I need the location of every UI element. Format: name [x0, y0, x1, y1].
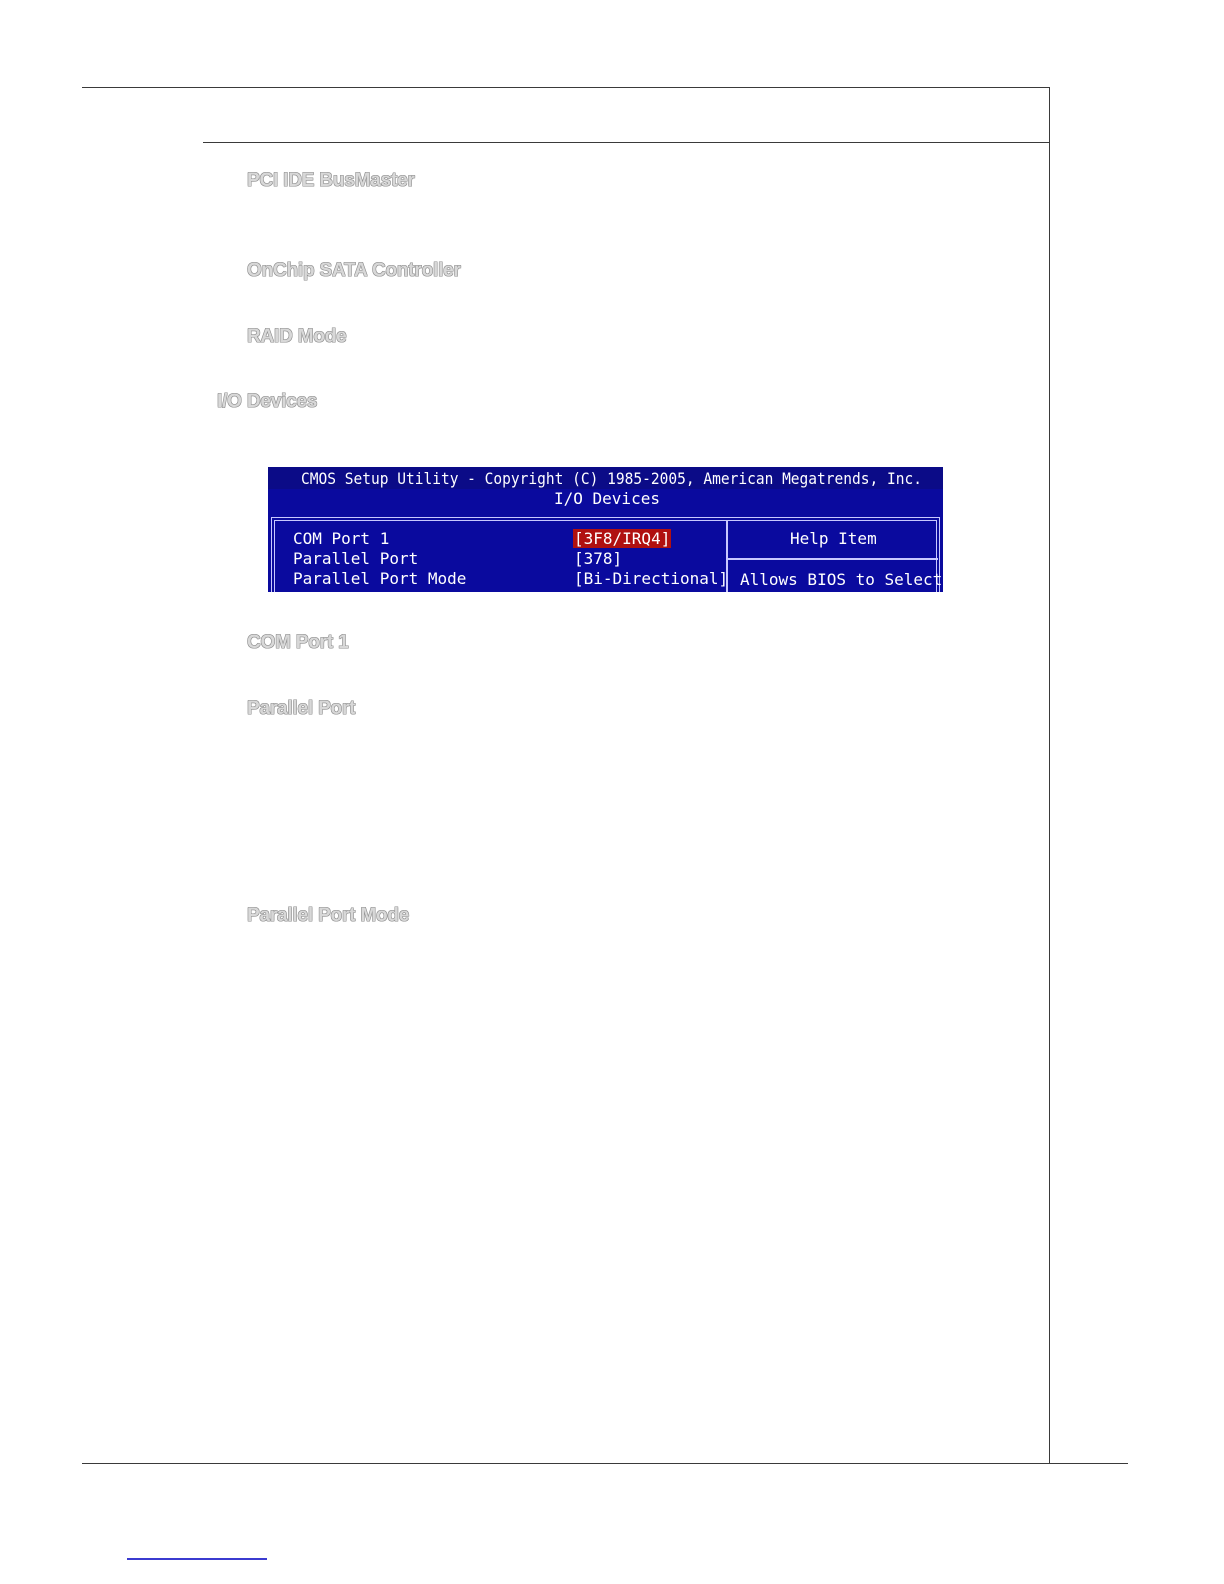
bios-item-com-port-1-label[interactable]: COM Port 1 [293, 529, 390, 548]
header-rule-section [203, 142, 1050, 143]
heading-onchip-sata-controller: OnChip SATA Controller [247, 260, 461, 281]
heading-io-devices: I/O Devices [217, 391, 318, 412]
bios-item-parallel-port-mode-value[interactable]: [Bi-Directional] [574, 569, 729, 588]
footer-link-underline[interactable] [127, 1558, 267, 1560]
heading-com-port-1: COM Port 1 [247, 632, 349, 653]
heading-parallel-port-mode: Parallel Port Mode [247, 905, 410, 926]
bios-screen-title: I/O Devices [554, 489, 660, 508]
heading-raid-mode: RAID Mode [247, 326, 347, 347]
bios-item-parallel-port-label[interactable]: Parallel Port [293, 549, 419, 568]
bios-item-com-port-1-value[interactable]: [3F8/IRQ4] [574, 529, 671, 548]
bios-item-parallel-port-mode-label[interactable]: Parallel Port Mode [293, 569, 467, 588]
bios-item-parallel-port-value[interactable]: [378] [574, 549, 623, 568]
header-rule-right-vertical [1049, 87, 1050, 1463]
bios-copyright: CMOS Setup Utility - Copyright (C) 1985-2005, American Megatrends, Inc. [301, 469, 923, 488]
heading-pci-ide-busmaster: PCI IDE BusMaster [247, 170, 415, 191]
header-rule-top [82, 87, 1050, 88]
bios-screenshot [268, 467, 943, 592]
heading-parallel-port: Parallel Port [247, 698, 356, 719]
bios-help-divider [728, 558, 938, 560]
bios-help-text: Allows BIOS to Select [740, 570, 943, 589]
bios-help-title: Help Item [790, 529, 877, 548]
footer-rule [82, 1463, 1128, 1464]
bios-item-com-port-1-value-wrap[interactable] [573, 529, 671, 549]
